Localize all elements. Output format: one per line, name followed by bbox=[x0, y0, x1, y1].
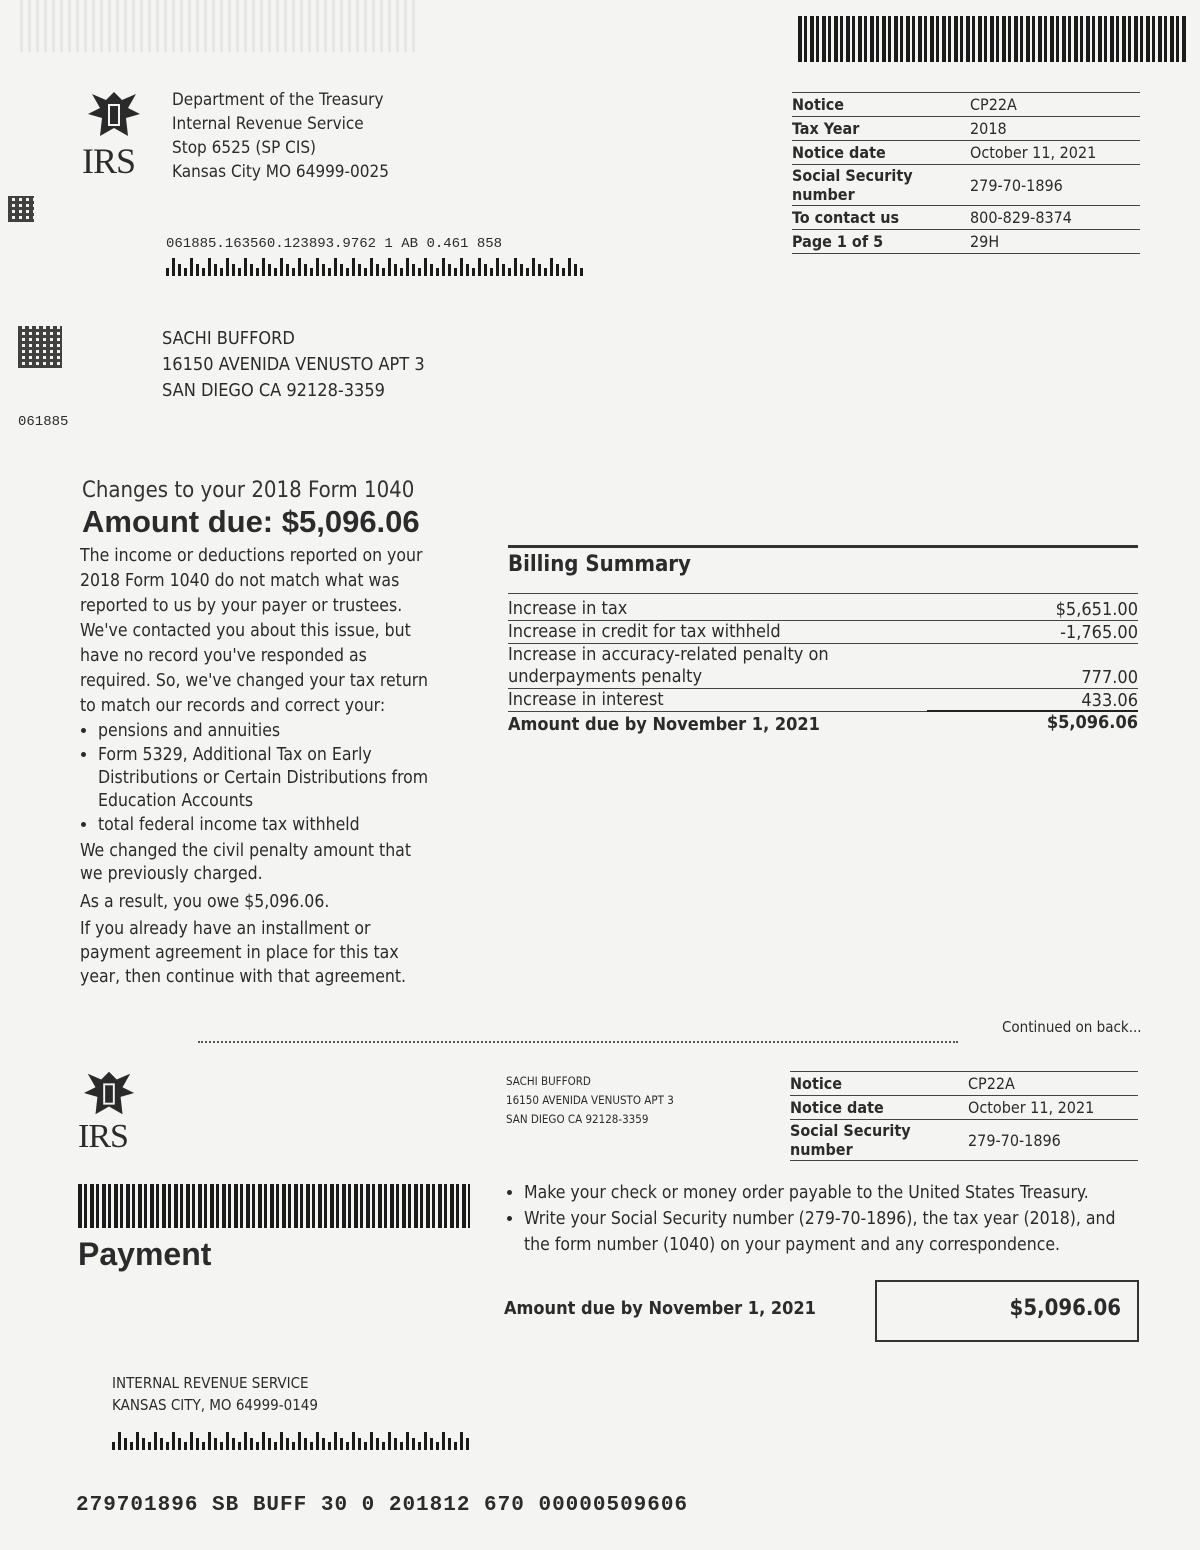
barcode-bar bbox=[280, 1432, 283, 1450]
barcode-bar bbox=[250, 1438, 253, 1450]
barcode-bar bbox=[460, 258, 463, 276]
barcode-bar bbox=[238, 1442, 241, 1450]
barcode-bar bbox=[568, 258, 571, 276]
barcode-bar bbox=[466, 264, 469, 276]
barcode-bar bbox=[190, 258, 193, 276]
barcode-bar bbox=[364, 1442, 367, 1450]
barcode-bar bbox=[370, 1432, 373, 1450]
barcode-bar bbox=[262, 1432, 265, 1450]
barcode-bar bbox=[550, 258, 553, 276]
barcode-bar bbox=[406, 1432, 409, 1450]
barcode-bar bbox=[268, 264, 271, 276]
payment-instructions bbox=[504, 1180, 1144, 1258]
barcode-bar bbox=[436, 1442, 439, 1450]
barcode-bar bbox=[382, 1442, 385, 1450]
barcode-bar bbox=[154, 1432, 157, 1450]
info-value: CP22A bbox=[970, 93, 1140, 117]
barcode-bar bbox=[166, 268, 169, 276]
info-row bbox=[790, 1072, 1138, 1096]
barcode-bar bbox=[232, 1438, 235, 1450]
barcode-bar bbox=[178, 1438, 181, 1450]
small-qr-code bbox=[8, 196, 34, 222]
sender-address bbox=[172, 88, 389, 184]
barcode-bar bbox=[316, 258, 319, 276]
info-row bbox=[790, 1096, 1138, 1120]
barcode-bar bbox=[208, 1432, 211, 1450]
billing-row-amount: 777.00 bbox=[1081, 667, 1138, 688]
barcode-bar bbox=[328, 268, 331, 276]
barcode-bar bbox=[322, 1438, 325, 1450]
info-label: To contact us bbox=[792, 206, 970, 230]
postal-barcode bbox=[166, 258, 586, 276]
barcode-bar bbox=[202, 268, 205, 276]
barcode-bar bbox=[406, 258, 409, 276]
barcode-bar bbox=[454, 1442, 457, 1450]
billing-row-amount: 433.06 bbox=[1081, 690, 1138, 711]
barcode-bar bbox=[316, 1432, 319, 1450]
barcode-bar bbox=[394, 264, 397, 276]
barcode-bar bbox=[544, 268, 547, 276]
barcode-bar bbox=[394, 1438, 397, 1450]
scanline: 279701896 SB BUFF 30 0 201812 670 00000509606 bbox=[76, 1494, 689, 1517]
billing-rows bbox=[508, 598, 1138, 712]
stub-recipient-name: SACHI BUFFORD bbox=[506, 1074, 591, 1088]
barcode-bar bbox=[130, 1442, 133, 1450]
barcode-bar bbox=[274, 1442, 277, 1450]
list-item: • total federal income tax withheld bbox=[98, 813, 430, 838]
change-list bbox=[80, 719, 430, 838]
irs-address-line: KANSAS CITY, MO 64999-0149 bbox=[112, 1396, 318, 1414]
billing-row-label: Increase in accuracy-related penalty on underpayments penalty bbox=[508, 644, 829, 687]
barcode-bar bbox=[172, 1432, 175, 1450]
barcode-bar bbox=[274, 268, 277, 276]
list-item: • Form 5329, Additional Tax on Early Distributions or Certain Distributions from Education Accounts bbox=[98, 744, 430, 813]
barcode-bar bbox=[244, 258, 247, 276]
barcode-bar bbox=[184, 1442, 187, 1450]
barcode-bar bbox=[400, 1442, 403, 1450]
barcode-bar bbox=[346, 1442, 349, 1450]
info-label: Tax Year bbox=[792, 117, 970, 141]
billing-row bbox=[508, 598, 1138, 621]
billing-summary bbox=[508, 545, 1138, 735]
barcode-bar bbox=[388, 1432, 391, 1450]
barcode-bar bbox=[424, 258, 427, 276]
barcode-bar bbox=[328, 1442, 331, 1450]
info-value: 279-70-1896 bbox=[968, 1120, 1138, 1161]
barcode-bar bbox=[442, 258, 445, 276]
barcode-bar bbox=[358, 264, 361, 276]
barcode-bar bbox=[322, 264, 325, 276]
postal-barcode-stub bbox=[112, 1432, 472, 1450]
info-row bbox=[792, 141, 1140, 165]
info-row bbox=[792, 230, 1140, 254]
barcode-bar bbox=[580, 268, 583, 276]
stub-info-table bbox=[790, 1071, 1138, 1161]
barcode-bar bbox=[490, 268, 493, 276]
stub-recipient-street: 16150 AVENIDA VENUSTO APT 3 bbox=[506, 1093, 674, 1107]
barcode-bar bbox=[184, 268, 187, 276]
sender-line: Kansas City MO 64999-0025 bbox=[172, 162, 389, 182]
top-barcode bbox=[798, 16, 1188, 62]
barcode-bar bbox=[478, 258, 481, 276]
barcode-bar bbox=[508, 268, 511, 276]
barcode-bar bbox=[244, 1432, 247, 1450]
barcode-bar bbox=[208, 258, 211, 276]
billing-summary-title: Billing Summary bbox=[508, 552, 1138, 594]
info-label: Notice date bbox=[792, 141, 970, 165]
barcode-bar bbox=[280, 258, 283, 276]
billing-row bbox=[508, 621, 1138, 644]
body-paragraph: The income or deductions reported on your 2018 Form 1040 do not match what was reported to us by your payer or trustees. We've contacted you about this issue, but have no record you've responded as required. So, we've changed your tax return to match our records and correct your: bbox=[80, 546, 428, 716]
barcode-bar bbox=[298, 258, 301, 276]
info-row bbox=[792, 206, 1140, 230]
barcode-bar bbox=[166, 1442, 169, 1450]
billing-row bbox=[508, 689, 1138, 712]
barcode-bar bbox=[520, 264, 523, 276]
info-row bbox=[792, 93, 1140, 117]
barcode-bar bbox=[262, 258, 265, 276]
barcode-bar bbox=[256, 1442, 259, 1450]
stub-barcode bbox=[78, 1184, 470, 1228]
stub-recipient-city: SAN DIEGO CA 92128-3359 bbox=[506, 1112, 649, 1126]
barcode-bar bbox=[202, 1442, 205, 1450]
barcode-bar bbox=[346, 268, 349, 276]
barcode-bar bbox=[340, 1438, 343, 1450]
continued-note: Continued on back... bbox=[1002, 1018, 1142, 1036]
barcode-bar bbox=[214, 1438, 217, 1450]
qr-code bbox=[18, 326, 62, 368]
barcode-bar bbox=[466, 1438, 469, 1450]
recipient-street: 16150 AVENIDA VENUSTO APT 3 bbox=[162, 354, 425, 375]
irs-eagle-logo-stub bbox=[78, 1066, 140, 1122]
instruction-item: • Write your Social Security number (279-70-1896), the tax year (2018), and the form number (1040) on your payment and any correspondence. bbox=[524, 1206, 1144, 1258]
barcode-bar bbox=[526, 268, 529, 276]
info-label: Social Security number bbox=[792, 165, 970, 206]
barcode-bar bbox=[538, 264, 541, 276]
barcode-bar bbox=[376, 1438, 379, 1450]
stub-amount-value: $5,096.06 bbox=[1009, 1296, 1121, 1321]
sender-line: Stop 6525 (SP CIS) bbox=[172, 138, 317, 158]
billing-row-label: Increase in interest bbox=[508, 689, 664, 710]
barcode-bar bbox=[118, 1432, 121, 1450]
body-paragraph: As a result, you owe $5,096.06. bbox=[80, 892, 330, 912]
barcode-bar bbox=[310, 268, 313, 276]
billing-row-amount: $5,651.00 bbox=[1055, 599, 1138, 620]
barcode-bar bbox=[484, 264, 487, 276]
barcode-bar bbox=[112, 1442, 115, 1450]
barcode-bar bbox=[148, 1442, 151, 1450]
barcode-bar bbox=[448, 264, 451, 276]
barcode-bar bbox=[172, 258, 175, 276]
barcode-bar bbox=[226, 1432, 229, 1450]
info-value: 29H bbox=[970, 230, 1140, 254]
side-code: 061885 bbox=[18, 414, 69, 430]
barcode-bar bbox=[190, 1432, 193, 1450]
barcode-bar bbox=[196, 1438, 199, 1450]
barcode-bar bbox=[232, 264, 235, 276]
body-paragraph: We changed the civil penalty amount that we previously charged. bbox=[80, 841, 411, 884]
billing-total-label: Amount due by November 1, 2021 bbox=[508, 714, 820, 735]
barcode-bar bbox=[334, 1432, 337, 1450]
irs-logo-text: IRS bbox=[82, 141, 136, 181]
barcode-bar bbox=[286, 1438, 289, 1450]
billing-total bbox=[508, 714, 1138, 735]
info-value: CP22A bbox=[968, 1072, 1138, 1096]
info-value: 279-70-1896 bbox=[970, 165, 1140, 206]
barcode-bar bbox=[370, 258, 373, 276]
barcode-bar bbox=[160, 1438, 163, 1450]
barcode-bar bbox=[142, 1438, 145, 1450]
info-value: 800-829-8374 bbox=[970, 206, 1140, 230]
irs-logo-text-stub: IRS bbox=[78, 1118, 128, 1155]
barcode-bar bbox=[418, 268, 421, 276]
barcode-bar bbox=[256, 268, 259, 276]
recipient-name: SACHI BUFFORD bbox=[162, 328, 295, 349]
barcode-bar bbox=[352, 258, 355, 276]
barcode-bar bbox=[268, 1438, 271, 1450]
billing-row-label: Increase in tax bbox=[508, 598, 628, 619]
barcode-bar bbox=[310, 1442, 313, 1450]
barcode-bar bbox=[430, 1438, 433, 1450]
body-paragraph: If you already have an installment or payment agreement in place for this tax year, then continue with that agreement. bbox=[80, 919, 407, 987]
irs-mailing-address bbox=[112, 1372, 318, 1416]
barcode-bar bbox=[442, 1432, 445, 1450]
payment-label: Payment bbox=[78, 1236, 212, 1272]
page-title: Amount due: $5,096.06 bbox=[82, 504, 420, 539]
barcode-bar bbox=[562, 268, 565, 276]
recipient-address bbox=[162, 326, 425, 404]
list-item: • pensions and annuities bbox=[98, 719, 430, 744]
barcode-bar bbox=[418, 1442, 421, 1450]
barcode-bar bbox=[448, 1438, 451, 1450]
barcode-bar bbox=[196, 264, 199, 276]
barcode-bar bbox=[352, 1432, 355, 1450]
barcode-bar bbox=[424, 1432, 427, 1450]
barcode-bar bbox=[304, 1438, 307, 1450]
barcode-bar bbox=[436, 268, 439, 276]
barcode-bar bbox=[496, 258, 499, 276]
info-value: October 11, 2021 bbox=[970, 141, 1140, 165]
barcode-bar bbox=[238, 268, 241, 276]
barcode-bar bbox=[340, 264, 343, 276]
barcode-bar bbox=[412, 264, 415, 276]
stub-amount-label: Amount due by November 1, 2021 bbox=[504, 1298, 816, 1319]
irs-address-line: INTERNAL REVENUE SERVICE bbox=[112, 1374, 309, 1392]
barcode-bar bbox=[388, 258, 391, 276]
info-row bbox=[790, 1120, 1138, 1161]
barcode-bar bbox=[250, 264, 253, 276]
amount-enclosed-box[interactable] bbox=[875, 1280, 1139, 1342]
info-row bbox=[792, 117, 1140, 141]
billing-row-label: Increase in credit for tax withheld bbox=[508, 621, 781, 642]
sender-line: Internal Revenue Service bbox=[172, 114, 364, 134]
barcode-bar bbox=[502, 264, 505, 276]
info-value: October 11, 2021 bbox=[968, 1096, 1138, 1120]
tracking-number: 061885.163560.123893.9762 1 AB 0.461 858 bbox=[166, 236, 503, 252]
barcode-bar bbox=[454, 268, 457, 276]
barcode-bar bbox=[178, 264, 181, 276]
billing-row bbox=[508, 644, 1138, 689]
info-value: 2018 bbox=[970, 117, 1140, 141]
barcode-bar bbox=[472, 268, 475, 276]
barcode-bar bbox=[124, 1438, 127, 1450]
billing-total-amount: $5,096.06 bbox=[927, 710, 1138, 735]
stub-recipient-address bbox=[506, 1072, 674, 1129]
barcode-bar bbox=[400, 268, 403, 276]
barcode-bar bbox=[292, 268, 295, 276]
barcode-bar bbox=[556, 264, 559, 276]
barcode-bar bbox=[286, 264, 289, 276]
barcode-bar bbox=[334, 258, 337, 276]
barcode-bar bbox=[226, 258, 229, 276]
barcode-bar bbox=[220, 268, 223, 276]
barcode-bar bbox=[574, 264, 577, 276]
notice-body bbox=[80, 544, 430, 989]
notice-info-table bbox=[792, 92, 1140, 254]
barcode-bar bbox=[364, 268, 367, 276]
info-label: Social Security number bbox=[790, 1120, 968, 1161]
barcode-bar bbox=[376, 264, 379, 276]
irs-eagle-logo bbox=[82, 86, 146, 144]
info-label: Notice bbox=[792, 93, 970, 117]
barcode-bar bbox=[412, 1438, 415, 1450]
recipient-city: SAN DIEGO CA 92128-3359 bbox=[162, 380, 385, 401]
barcode-bar bbox=[220, 1442, 223, 1450]
barcode-bar bbox=[304, 264, 307, 276]
perforation-line bbox=[198, 1041, 958, 1043]
barcode-bar bbox=[382, 268, 385, 276]
scan-artifact bbox=[20, 0, 415, 52]
barcode-bar bbox=[298, 1432, 301, 1450]
barcode-bar bbox=[358, 1438, 361, 1450]
billing-row-amount: -1,765.00 bbox=[1060, 622, 1138, 643]
info-label: Notice date bbox=[790, 1096, 968, 1120]
page-subtitle: Changes to your 2018 Form 1040 bbox=[82, 478, 415, 503]
instruction-item: • Make your check or money order payable to the United States Treasury. bbox=[524, 1180, 1144, 1206]
barcode-bar bbox=[532, 258, 535, 276]
barcode-bar bbox=[136, 1432, 139, 1450]
barcode-bar bbox=[430, 264, 433, 276]
barcode-bar bbox=[292, 1442, 295, 1450]
barcode-bar bbox=[214, 264, 217, 276]
info-row bbox=[792, 165, 1140, 206]
info-label: Page 1 of 5 bbox=[792, 230, 970, 254]
barcode-bar bbox=[514, 258, 517, 276]
barcode-bar bbox=[460, 1432, 463, 1450]
sender-line: Department of the Treasury bbox=[172, 90, 384, 110]
info-label: Notice bbox=[790, 1072, 968, 1096]
